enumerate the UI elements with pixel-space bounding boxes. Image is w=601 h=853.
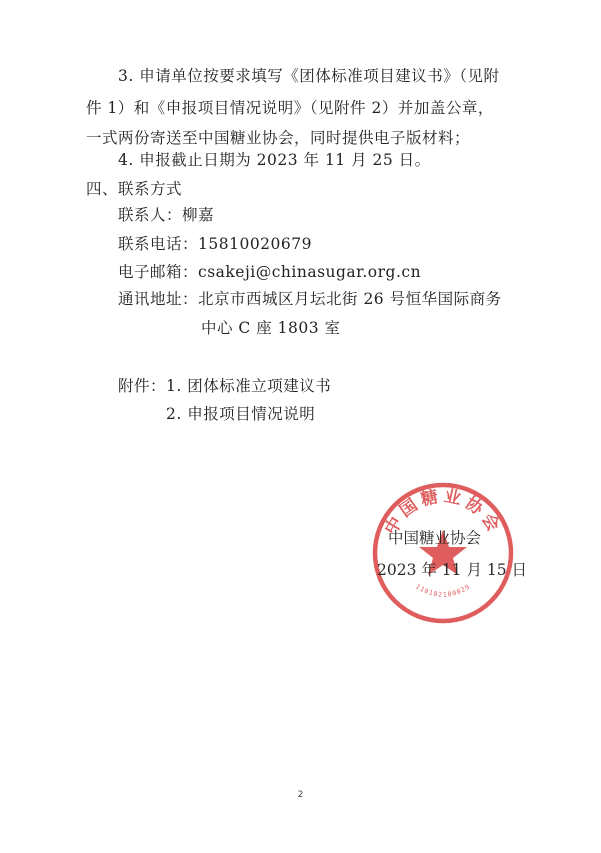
signature-organization: 中国糖业协会 <box>388 529 482 547</box>
seal-code: 110102100029 <box>414 582 472 599</box>
contact-phone-label: 联系电话： <box>118 235 199 253</box>
attachments-label: 附件： <box>118 377 167 395</box>
contact-phone <box>118 234 312 254</box>
contact-email-label: 电子邮箱： <box>118 263 199 281</box>
contact-address <box>118 289 502 309</box>
page-number: 2 <box>297 790 304 800</box>
contact-person-value: 柳嘉 <box>182 206 215 224</box>
contact-address-label: 通讯地址： <box>118 290 199 308</box>
contact-address-line2: 中心 C 座 1803 室 <box>201 319 341 337</box>
item4: 4. 申报截止日期为 2023 年 11 月 25 日。 <box>118 151 431 169</box>
attachments-line1 <box>118 376 331 396</box>
attachment-item-2: 2. 申报项目情况说明 <box>166 405 316 423</box>
official-seal-icon <box>368 478 518 628</box>
seal-arc-text: 中国糖业协会 <box>380 486 506 539</box>
signature-date: 2023 年 11 月 15 日 <box>377 561 528 579</box>
contact-person <box>118 205 214 225</box>
item3-line2: 件 1）和《申报项目情况说明》（见附件 2）并加盖公章， <box>86 99 494 117</box>
contact-email <box>118 262 421 282</box>
section4-heading: 四、联系方式 <box>86 180 183 198</box>
contact-email-value: csakeji@chinasugar.org.cn <box>198 263 422 281</box>
contact-address-line1: 北京市西城区月坛北街 26 号恒华国际商务 <box>198 290 502 308</box>
contact-phone-value: 15810020679 <box>198 235 312 253</box>
item3-line3: 一式两份寄送至中国糖业协会，同时提供电子版材料； <box>86 129 471 147</box>
attachment-item-1: 1. 团体标准立项建议书 <box>166 377 332 395</box>
contact-person-label: 联系人： <box>118 206 183 224</box>
item3-line1: 3. 申请单位按要求填写《团体标准项目建议书》（见附 <box>118 67 500 85</box>
